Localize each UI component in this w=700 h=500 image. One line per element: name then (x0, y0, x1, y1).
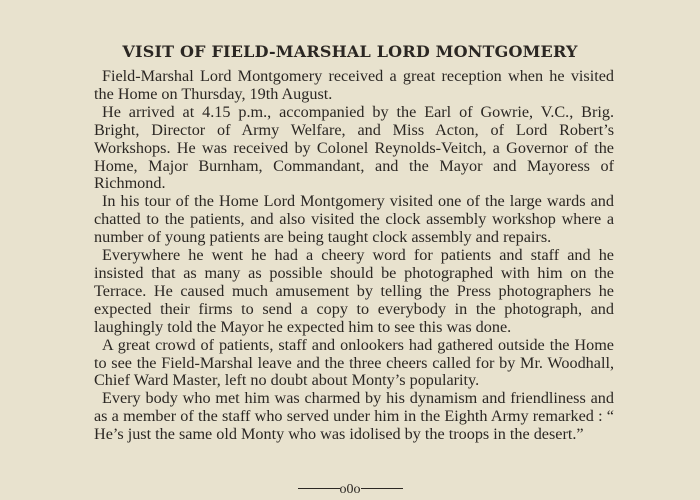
paragraph-photographs: Everywhere he went he had a cheery word for patients and staff and he insisted that as many as possible should be photographed with him on the Terrace. He caused much amusement by telling the Press photographers he expected their firms to send a copy to everybody in the photograph, and laughingly told the Mayor he expected him to see this was done. (94, 246, 614, 336)
section-end-ornament (0, 482, 700, 498)
paragraph-remark: Every body who met him was charmed by his dynamism and friendliness and as a member of the staff who served under him in the Eighth Army remarked : “ He’s just the same old Monty who was idolised by the troops in the desert.” (94, 389, 614, 444)
ornament-text: o0o (339, 482, 361, 497)
article-body (94, 68, 614, 444)
paragraph-crowd: A great crowd of patients, staff and onlookers had gathered outside the Home to see the Field-Marshal leave and the three cheers called for by Mr. Woodhall, Chief Ward Master, left no doubt about Monty’s popularity. (94, 335, 614, 390)
paragraph-arrival: He arrived at 4.15 p.m., accompanied by the Earl of Gowrie, V.C., Brig. Bright, Director of Army Welfare, and Miss Acton, of Lord Robert’s Workshops. He was received by Colonel Reynolds-Veitch, a Governor of the Home, Major Burnham, Commandant, and the Mayor and Mayoress of Richmond. (94, 102, 614, 193)
article-title: VISIT OF FIELD-MARSHAL LORD MONTGOMERY (122, 42, 578, 61)
paragraph-tour: In his tour of the Home Lord Montgomery visited one of the large wards and chatted to the patients, and also visited the clock assembly workshop where a number of young patients are being taught clock assembly and repairs. (94, 192, 614, 247)
ornament-rule-right (361, 488, 403, 489)
ornament-rule-left (298, 488, 340, 489)
paragraph-reception: Field-Marshal Lord Montgomery received a great reception when he visited the Home on Thursday, 19th August. (94, 67, 614, 103)
